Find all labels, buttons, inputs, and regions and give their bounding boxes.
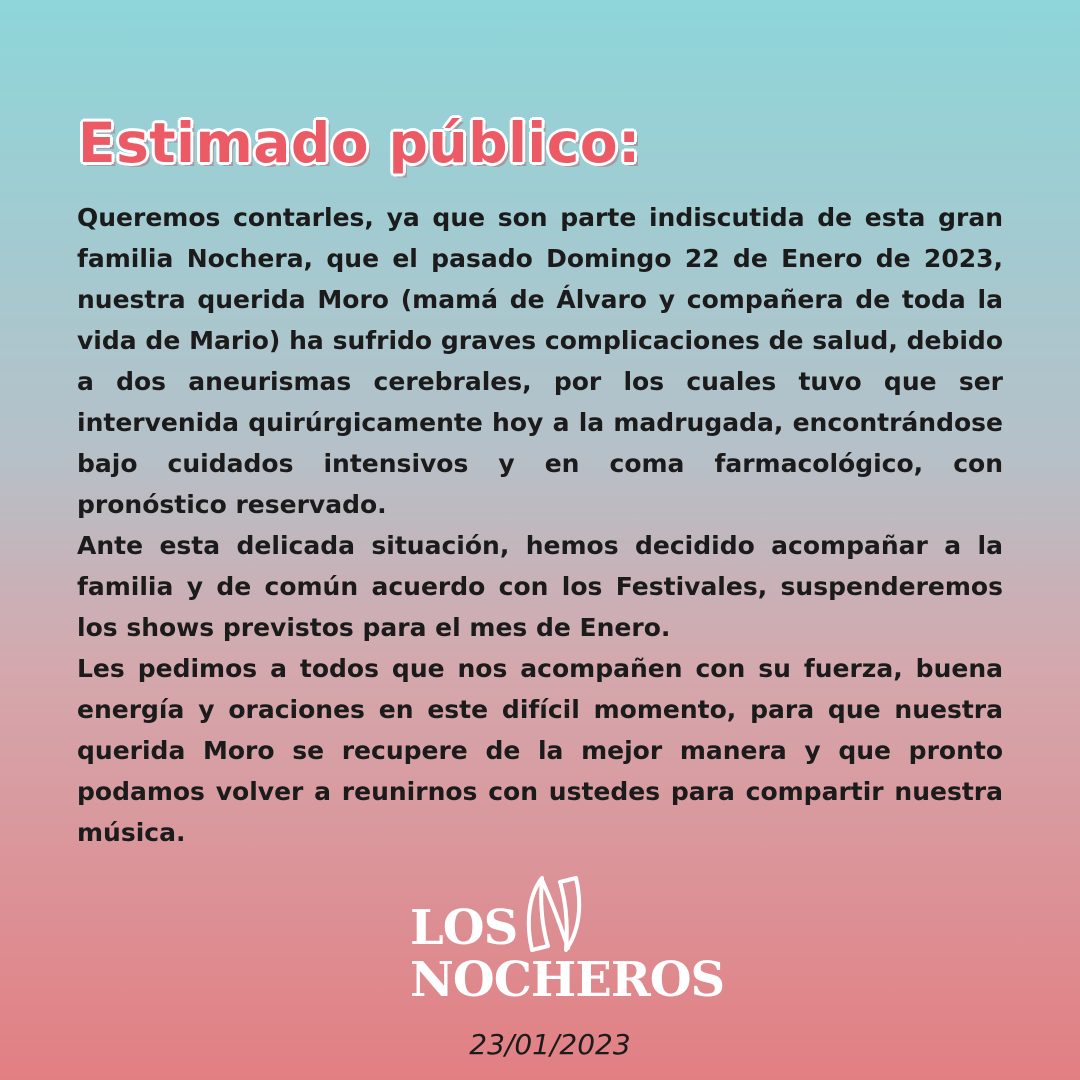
logo-text-los: LOS <box>410 900 518 956</box>
statement-body <box>77 197 1003 853</box>
statement-date: 23/01/2023 <box>469 1028 631 1061</box>
paragraph-2: Ante esta delicada situación, hemos decidido acompañar a la familia y de común acuerdo con los Festivales, suspenderemos los shows previstos para el mes de Enero. <box>77 531 1003 642</box>
paragraph-3: Les pedimos a todos que nos acompañen con su fuerza, buena energía y oraciones en este difícil momento, para que nuestra querida Moro se recupere de la mejor manera y que pronto podamos volver a reunirnos con ustedes para compartir nuestra música. <box>77 654 1003 847</box>
page-title: Estimado público: <box>78 111 641 175</box>
leaf-n-icon <box>522 872 586 956</box>
logo-text-nocheros: NOCHEROS <box>410 952 725 1008</box>
los-nocheros-logo <box>410 872 725 1012</box>
paragraph-1: Queremos contarles, ya que son parte indiscutida de esta gran familia Nochera, que el pasado Domingo 22 de Enero de 2023, nuestra querida Moro (mamá de Álvaro y compañera de toda la vida de Mario) ha sufrido graves complicaciones de salud, debido a dos aneurismas cerebrales, por los cuales tuvo que ser intervenida quirúrgicamente hoy a la madrugada, encontrándose bajo cuidados intensivos y en coma farmacológico, con pronóstico reservado. <box>77 203 1003 519</box>
